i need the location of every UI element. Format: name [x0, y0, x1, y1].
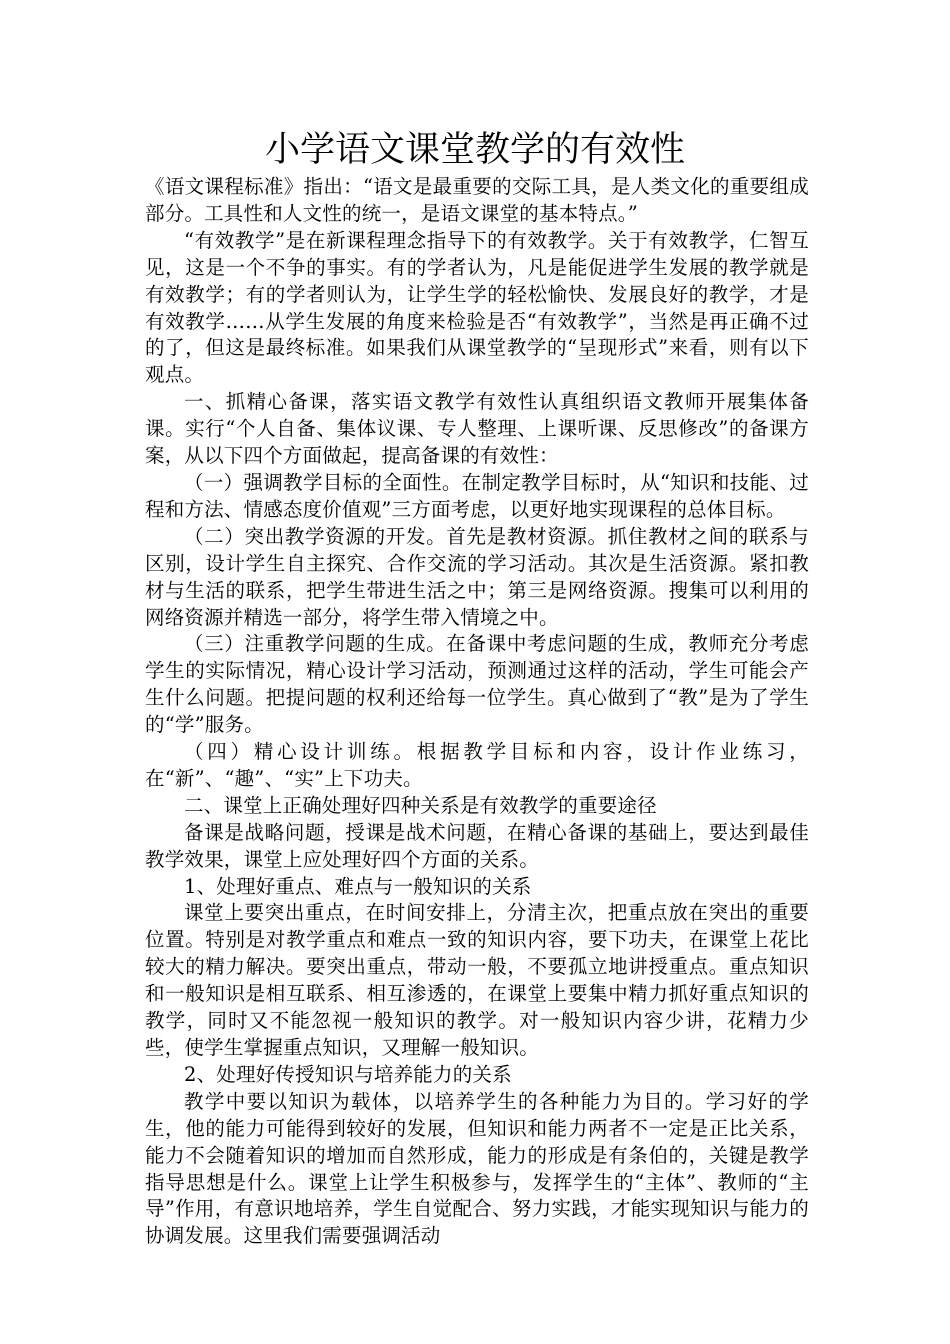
paragraph-item-three: （三）注重教学问题的生成。在备课中考虑问题的生成，教师充分考虑学生的实际情况，精心设计学习活动，预测通过这样的活动，学生可能会产生什么问题。把提问题的权利还给每一位学生。真心做到了“教”是为了学生的“学”服务。: [145, 632, 809, 737]
paragraph-knowledge-ability: 教学中要以知识为载体，以培养学生的各种能力为目的。学习好的学生，他的能力可能得到较好的发展，但知识和能力两者不一定是正比关系，能力不会随着知识的增加而自然形成，能力的形成是有条伯的，关键是教学指导思想是什么。课堂上让学生积极参与，发挥学生的“主体”、教师的“主导”作用，有意识地培养，学生自觉配合、努力实践，才能实现知识与能力的协调发展。这里我们需要强调活动: [145, 1089, 809, 1248]
paragraph-key-points: 课堂上要突出重点，在时间安排上，分清主次，把重点放在突出的重要位置。特别是对教学重点和难点一致的知识内容，要下功夫，在课堂上花比较大的精力解决。要突出重点，带动一般，不要孤立地讲授重点。重点知识和一般知识是相互联系、相互渗透的，在课堂上要集中精力抓好重点知识的教学，同时又不能忽视一般知识的教学。对一般知识内容少讲，花精力少些，使学生掌握重点知识，又理解一般知识。: [145, 901, 809, 1059]
document-body: [145, 174, 809, 1250]
paragraph-effective-teaching: “有效教学”是在新课程理念指导下的有效教学。关于有效教学，仁智互见，这是一个不争的事实。有的学者认为，凡是能促进学生发展的教学就是有效教学；有的学者则认为，让学生学的轻松愉快、发展良好的教学，才是有效教学……从学生发展的角度来检验是否“有效教学”，当然是再正确不过的了，但这是最终标准。如果我们从课堂教学的“呈现形式”来看，则有以下观点。: [145, 228, 809, 387]
paragraph-standard-quote: 《语文课程标准》指出：“语文是最重要的交际工具，是人类文化的重要组成部分。工具性和人文性的统一，是语文课堂的基本特点。”: [145, 175, 809, 225]
paragraph-item-one: （一）强调教学目标的全面性。在制定教学目标时，从“知识和技能、过程和方法、情感态度价值观”三方面考虑，以更好地实现课程的总体目标。: [145, 470, 809, 521]
paragraph-item-two: （二）突出教学资源的开发。首先是教材资源。抓住教材之间的联系与区别，设计学生自主探究、合作交流的学习活动。其次是生活资源。紧扣教材与生活的联系，把学生带进生活之中；第三是网络资源。搜集可以利用的网络资源并精选一部分，将学生带入情境之中。: [145, 524, 809, 629]
subheading-two: 2、处理好传授知识与培养能力的关系: [184, 1062, 512, 1086]
section-heading-two: 二、课堂上正确处理好四种关系是有效教学的重要途径: [184, 793, 657, 817]
document-title: 小学语文课堂教学的有效性: [264, 130, 685, 170]
subheading-one: 1、处理好重点、难点与一般知识的关系: [184, 874, 532, 898]
paragraph-section-two-intro: 备课是战略问题，授课是战术问题，在精心备课的基础上，要达到最佳教学效果，课堂上应处理好四个方面的关系。: [145, 820, 809, 871]
paragraph-section-one: 一、抓精心备课，落实语文教学有效性认真组织语文教师开展集体备课。实行“个人自备、集体议课、专人整理、上课听课、反思修改”的备课方案，从以下四个方面做起，提高备课的有效性：: [145, 390, 809, 468]
paragraph-item-four: （四）精心设计训练。根据教学目标和内容，设计作业练习，在“新”、“趣”、“实”上下功夫。: [145, 740, 809, 790]
